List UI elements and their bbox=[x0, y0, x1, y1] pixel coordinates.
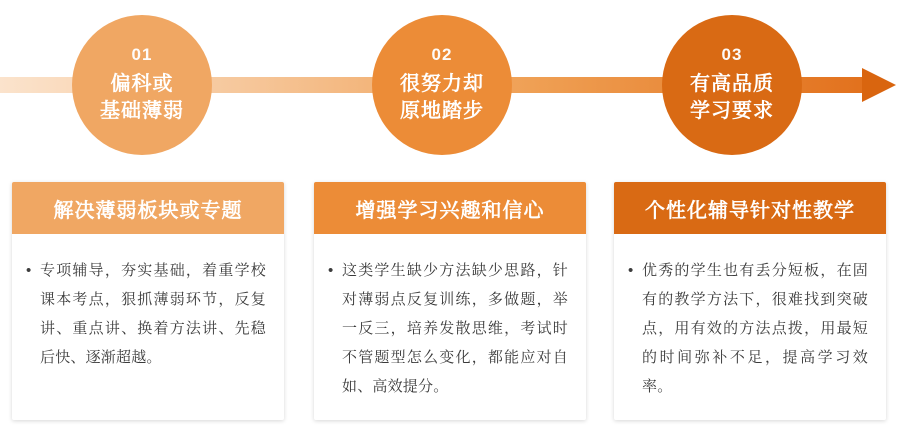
step-title-2-line1: 很努力却 bbox=[400, 73, 484, 95]
step-number-2: 02 bbox=[431, 45, 453, 64]
bullet-icon: • bbox=[328, 262, 334, 279]
card-text-2: 这类学生缺少方法缺少思路，针对薄弱点反复训练，多做题，举一反三，培养发散思维，考试时不管题型怎么变化，都能应对自如、高效提分。 bbox=[342, 262, 568, 395]
step-title-2-line2: 原地踏步 bbox=[400, 100, 484, 122]
step-title-1-line1: 偏科或 bbox=[110, 73, 174, 95]
card-body-2 bbox=[314, 234, 586, 411]
solution-card-3 bbox=[614, 182, 886, 420]
card-body-3 bbox=[614, 234, 886, 411]
step-number-3: 03 bbox=[721, 45, 743, 64]
card-heading-3: 个性化辅导针对性教学 bbox=[614, 182, 886, 234]
card-text-3: 优秀的学生也有丢分短板，在固有的教学方法下，很难找到突破点，用有效的方法点拨，用最短的时间弥补不足，提高学习效率。 bbox=[642, 262, 868, 395]
step-title-1-line2: 基础薄弱 bbox=[100, 100, 184, 122]
card-heading-2: 增强学习兴趣和信心 bbox=[314, 182, 586, 234]
step-title-3-line2: 学习要求 bbox=[690, 100, 774, 122]
step-circle-3 bbox=[662, 15, 802, 155]
step-title-3-line1: 有高品质 bbox=[690, 73, 774, 95]
bullet-icon: • bbox=[628, 262, 634, 279]
solution-card-1 bbox=[12, 182, 284, 420]
step-number-1: 01 bbox=[131, 45, 153, 64]
step-circle-1 bbox=[72, 15, 212, 155]
card-body-1 bbox=[12, 234, 284, 382]
card-text-1: 专项辅导，夯实基础，着重学校课本考点，狠抓薄弱环节，反复讲、重点讲、换着方法讲、先稳后快、逐渐超越。 bbox=[40, 262, 266, 366]
solution-card-2 bbox=[314, 182, 586, 420]
arrow-head-icon bbox=[862, 68, 896, 102]
step-circle-2 bbox=[372, 15, 512, 155]
bullet-icon: • bbox=[26, 262, 32, 279]
card-heading-1: 解决薄弱板块或专题 bbox=[12, 182, 284, 234]
